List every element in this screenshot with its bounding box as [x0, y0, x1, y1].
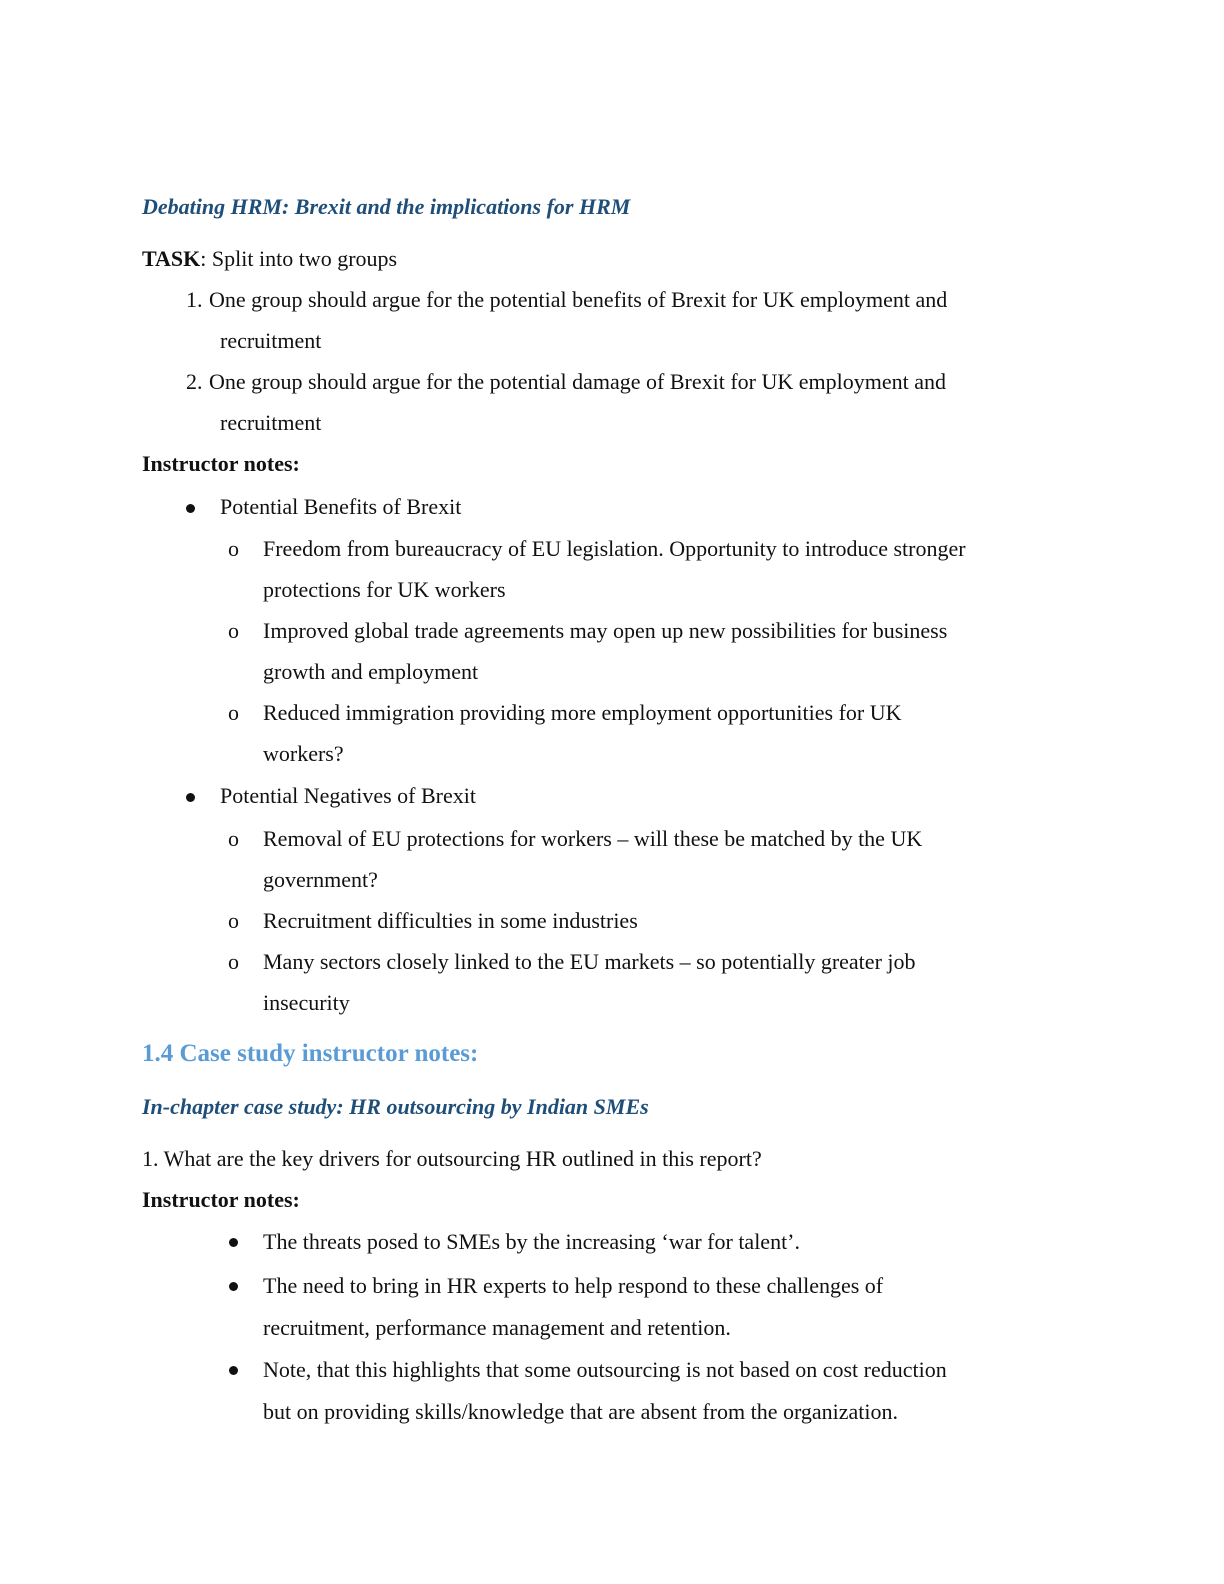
- case-note-2-line1: The need to bring in HR experts to help respond to these challenges of: [263, 1273, 884, 1298]
- case-note-1-line1: The threats posed to SMEs by the increasing ‘war for talent’.: [263, 1229, 801, 1254]
- bullet-dot-icon: [229, 1238, 238, 1247]
- instructor-notes-label: Instructor notes:: [142, 451, 300, 476]
- bullet-dot-icon: [229, 1366, 238, 1375]
- benefit-item-2-line1: Improved global trade agreements may open up new possibilities for business: [263, 618, 948, 643]
- case-note-3-line2: but on providing skills/knowledge that are absent from the organization.: [263, 1399, 899, 1424]
- benefit-item-1-line1: Freedom from bureaucracy of EU legislation. Opportunity to introduce stronger: [263, 536, 966, 561]
- task-text: : Split into two groups: [200, 246, 398, 271]
- case-note-3-line1: Note, that this highlights that some outsourcing is not based on cost reduction: [263, 1357, 947, 1382]
- numbered-item-2-line1: One group should argue for the potential damage of Brexit for UK employment and: [209, 369, 947, 394]
- numbered-item-1-line2: recruitment: [220, 328, 322, 353]
- sub-bullet-marker: o: [228, 618, 239, 643]
- sub-bullet-marker: o: [228, 536, 239, 561]
- debate-heading: Debating HRM: Brexit and the implications for HRM: [142, 194, 631, 219]
- numbered-marker-1: 1.: [186, 287, 203, 312]
- sub-bullet-marker: o: [228, 908, 239, 933]
- bullet-dot-icon: [229, 1282, 238, 1291]
- sub-bullet-marker: o: [228, 826, 239, 851]
- negative-item-1-line1: Removal of EU protections for workers – will these be matched by the UK: [263, 826, 923, 851]
- instructor-notes-label-2: Instructor notes:: [142, 1187, 300, 1212]
- benefit-item-3-line2: workers?: [263, 741, 344, 766]
- task-line: [142, 246, 397, 272]
- question-1: 1. What are the key drivers for outsourcing HR outlined in this report?: [142, 1146, 762, 1171]
- numbered-item-2-line2: recruitment: [220, 410, 322, 435]
- negative-item-3-line2: insecurity: [263, 990, 350, 1015]
- benefit-item-2-line2: growth and employment: [263, 659, 479, 684]
- benefit-item-1-line2: protections for UK workers: [263, 577, 506, 602]
- bullet-dot-icon: [186, 504, 195, 513]
- negatives-title: Potential Negatives of Brexit: [220, 783, 476, 808]
- negative-item-2-line1: Recruitment difficulties in some industries: [263, 908, 638, 933]
- bullet-dot-icon: [186, 793, 195, 802]
- negative-item-3-line1: Many sectors closely linked to the EU markets – so potentially greater job: [263, 949, 916, 974]
- sub-bullet-marker: o: [228, 700, 239, 725]
- negative-item-1-line2: government?: [263, 867, 378, 892]
- numbered-item-1-line1: One group should argue for the potential benefits of Brexit for UK employment and: [209, 287, 948, 312]
- sub-bullet-marker: o: [228, 949, 239, 974]
- case-study-heading: In-chapter case study: HR outsourcing by Indian SMEs: [142, 1094, 649, 1119]
- benefits-title: Potential Benefits of Brexit: [220, 494, 462, 519]
- section-heading: 1.4 Case study instructor notes:: [142, 1040, 479, 1067]
- task-label: TASK: [142, 246, 201, 271]
- numbered-marker-2: 2.: [186, 369, 203, 394]
- benefit-item-3-line1: Reduced immigration providing more employment opportunities for UK: [263, 700, 902, 725]
- case-note-2-line2: recruitment, performance management and retention.: [263, 1315, 731, 1340]
